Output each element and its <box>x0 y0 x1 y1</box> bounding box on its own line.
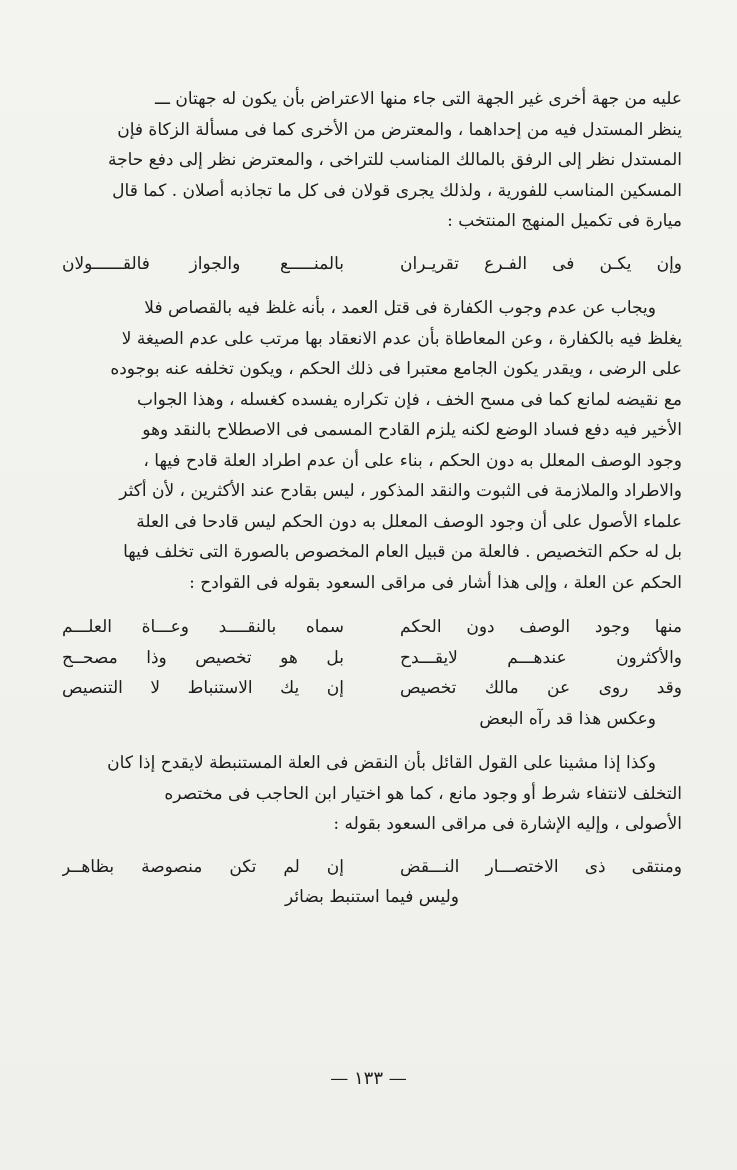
text-line: ميارة فى تكميل المنهج المنتخب : <box>447 211 682 231</box>
text-line: ويجاب عن عدم وجوب الكفارة فى قتل العمد ، بأنه غلظ فيه بالقصاص فلا <box>144 298 656 318</box>
text-line: بل له حكم التخصيص . فالعلة من قبيل العام المخصوص بالصورة التى تخلف فيها <box>123 542 682 562</box>
text-line: التخلف لانتفاء شرط أو وجود مانع ، كما هو اختيار ابن الحاجب فى مختصره <box>164 783 682 804</box>
text-line: والاطراد والملازمة فى الثبوت والنقد المذكور ، ليس بقادح عند الأكثرين ، لأن أكثر <box>119 481 682 501</box>
verse-1-first-hemistich: وإن يكـن فى الفـرع تقريـران <box>400 253 682 274</box>
text-line: وجود الوصف المعلل به دون الحكم ، بناء على أن عدم اطراد العلة قادح فيها ، <box>143 450 682 471</box>
verse-1-second-hemistich: بالمنـــــع والجواز فالقــــــولان <box>62 253 344 274</box>
text-line: علماء الأصول على أن وجود الوصف المعلل به دون الحكم ليس قادحا فى العلة <box>136 511 682 532</box>
verse-2-tail: وعكس هذا قد رآه البعض <box>479 708 656 729</box>
text-line: يغلظ فيه بالكفارة ، وعن المعاطاة بأن عدم الانعقاد بها مرتب على عدم الصيغة لا <box>121 328 682 349</box>
verse-1 <box>62 249 682 280</box>
verse-3-second-hemistich: إن لم تكن منصوصة بظاهــر <box>62 856 344 877</box>
verse-3-tail: وليس فيما استنبط بضائر <box>285 887 459 907</box>
text-line: عليه من جهة أخرى غير الجهة التى جاء منها الاعتراض بأن يكون له جهتان ـــ <box>155 89 682 109</box>
text-line: الحكم عن العلة ، وإلى هذا أشار فى مراقى السعود بقوله فى القوادح : <box>189 572 682 593</box>
verse-2b-second-hemistich: بل هو تخصيص وذا مصحــح <box>62 647 344 668</box>
paragraph-2 <box>62 293 682 598</box>
text-line: على الرضى ، ويقدر يكون الجامع معتبرا فى ذلك الحكم ، ويكون تخلفه عنه بوجوده <box>110 359 682 379</box>
verse-2c-first-hemistich: وقد روى عن مالك تخصيص <box>400 678 682 698</box>
verse-2a <box>62 612 682 643</box>
paragraph-1 <box>62 84 682 237</box>
verse-2a-first-hemistich: منها وجود الوصف دون الحكم <box>400 617 682 637</box>
verse-3 <box>62 852 682 883</box>
verse-2b <box>62 643 682 674</box>
text-line: المسكين المناسب للفورية ، ولذلك يجرى قولان فى كل ما تجاذبه أصلان . كما قال <box>112 180 682 201</box>
page-number: — ١٣٣ — <box>330 1068 407 1089</box>
text-line: المستدل نظر إلى الرفق بالمالك المناسب للتراخى ، والمعترض نظر إلى دفع حاجة <box>107 150 682 170</box>
text-line: الأصولى ، وإليه الإشارة فى مراقى السعود بقوله : <box>333 814 682 834</box>
text-line: مع نقيضه لمانع كما فى مسح الخف ، فإن تكراره يفسده كغسله ، وهذا الجواب <box>136 389 682 410</box>
verse-2b-first-hemistich: والأكثرون عندهـــم لايقـــدح <box>400 647 682 668</box>
verse-3-first-hemistich: ومنتقى ذى الاختصـــار النـــقض <box>400 856 682 877</box>
verse-2c <box>62 673 682 704</box>
page-body <box>62 84 682 913</box>
verse-2c-second-hemistich: إن يك الاستنباط لا التنصيص <box>62 678 344 698</box>
text-line: ينظر المستدل فيه من إحداهما ، والمعترض من الأخرى كما فى مسألة الزكاة فإن <box>117 119 682 140</box>
paragraph-3 <box>62 748 682 840</box>
text-line: الأخير فيه دفع فساد الوضع لكنه يلزم القادح المسمى فى الاصطلاح بالنقد وهو <box>142 420 682 440</box>
text-line: وكذا إذا مشينا على القول القائل بأن النقض فى العلة المستنبطة لايقدح إذا كان <box>107 753 656 773</box>
verse-2a-second-hemistich: سماه بالنقــــد وعـــاة العلـــم <box>62 617 344 637</box>
